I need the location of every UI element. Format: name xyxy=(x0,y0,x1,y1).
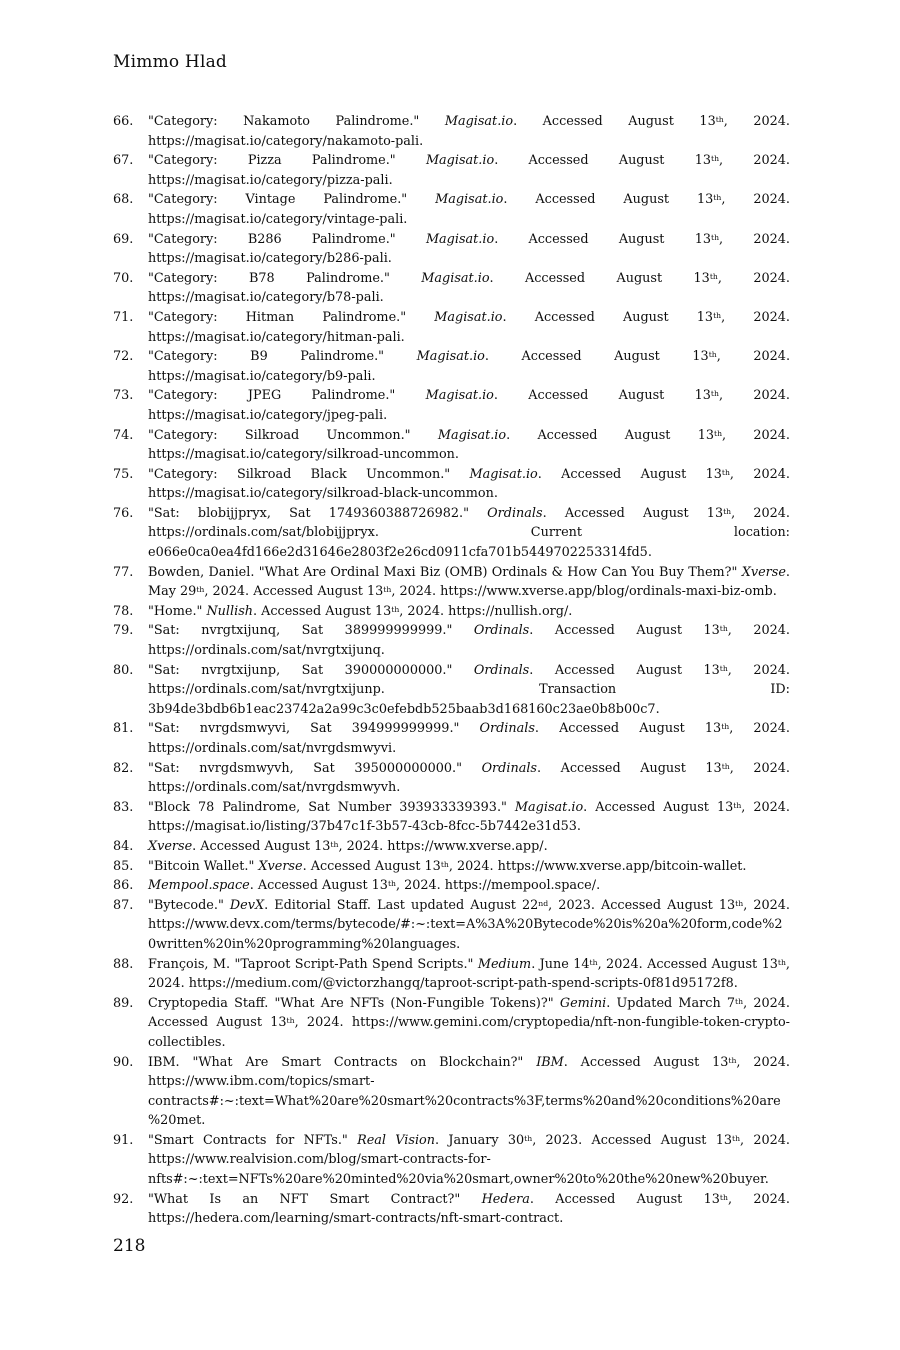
reference-number: 74. xyxy=(113,427,134,443)
reference-item-89 xyxy=(113,994,790,1053)
reference-text: "Category: Pizza Palindrome." Magisat.io. Accessed August 13th, 2024. https://magisat.io/category/pizza-pali. xyxy=(148,153,790,188)
reference-number: 86. xyxy=(113,878,134,894)
reference-text: Mempool.space. Accessed August 13th, 2024. https://mempool.space/. xyxy=(148,878,601,894)
reference-number: 88. xyxy=(113,956,134,972)
reference-text: "Sat: nvrgtxijunp, Sat 390000000000." Ordinals. Accessed August 13th, 2024. https://ordinals.com/sat/nvrgtxijunp. Transaction ID: 3b94de3bdb6b1eac23742a2a99c3c0efebdb525baab3d168160c23ae0b8b00c7. xyxy=(148,662,790,717)
reference-item-77 xyxy=(113,563,790,602)
reference-item-74 xyxy=(113,426,790,465)
reference-number: 72. xyxy=(113,349,134,365)
reference-item-72 xyxy=(113,347,790,386)
reference-number: 80. xyxy=(113,662,134,678)
reference-number: 73. xyxy=(113,388,134,404)
reference-text: Bowden, Daniel. "What Are Ordinal Maxi Biz (OMB) Ordinals & How Can You Buy Them?" Xverse. May 29th, 2024. Accessed August 13th, 2024. https://www.xverse.app/blog/ordinals-maxi-biz-omb. xyxy=(148,564,790,600)
reference-item-92 xyxy=(113,1190,790,1229)
reference-number: 78. xyxy=(113,603,134,619)
reference-text: "Sat: nvrgtxijunq, Sat 389999999999." Ordinals. Accessed August 13th, 2024. https://ordinals.com/sat/nvrgtxijunq. xyxy=(148,623,790,659)
reference-item-73 xyxy=(113,386,790,425)
reference-number: 87. xyxy=(113,897,134,913)
reference-text: "Category: Silkroad Black Uncommon." Magisat.io. Accessed August 13th, 2024. https://magisat.io/category/silkroad-black-uncommon. xyxy=(148,466,790,502)
reference-item-87 xyxy=(113,896,790,955)
reference-text: "Sat: nvrgdsmwyvh, Sat 395000000000." Ordinals. Accessed August 13th, 2024. https://ordinals.com/sat/nvrgdsmwyvh. xyxy=(148,760,790,796)
reference-text: "Category: Silkroad Uncommon." Magisat.io. Accessed August 13th, 2024. https://magisat.io/category/silkroad-uncommon. xyxy=(148,427,791,463)
reference-text: "Block 78 Palindrome, Sat Number 393933339393." Magisat.io. Accessed August 13th, 2024. https://magisat.io/listing/37b47c1f-3b57-43cb-8fcc-5b7442e31d53. xyxy=(148,799,790,835)
reference-item-82 xyxy=(113,759,790,798)
reference-item-76 xyxy=(113,504,790,563)
reference-item-86 xyxy=(113,876,790,896)
reference-number: 66. xyxy=(113,114,134,129)
reference-number: 90. xyxy=(113,1054,134,1070)
reference-item-75 xyxy=(113,465,790,504)
reference-number: 89. xyxy=(113,995,134,1011)
reference-text: "Category: Hitman Palindrome." Magisat.io. Accessed August 13th, 2024. https://magisat.io/category/hitman-pali. xyxy=(148,309,790,345)
reference-number: 79. xyxy=(113,623,134,639)
reference-number: 81. xyxy=(113,721,134,737)
reference-item-78 xyxy=(113,602,790,622)
reference-text: IBM. "What Are Smart Contracts on Blockchain?" IBM. Accessed August 13th, 2024. https://www.ibm.com/topics/smart-contracts#:~:text=What%20are%20smart%20contracts%3F,terms%20and%20conditions%20are%20met. xyxy=(148,1054,790,1129)
reference-number: 91. xyxy=(113,1132,134,1148)
reference-item-68 xyxy=(113,190,790,229)
reference-text: "Bitcoin Wallet." Xverse. Accessed August 13th, 2024. https://www.xverse.app/bitcoin-wallet. xyxy=(148,858,747,874)
reference-text: François, M. "Taproot Script-Path Spend Scripts." Medium. June 14th, 2024. Accessed August 13th, 2024. https://medium.com/@victorzhangq/taproot-script-path-spend-scripts-0f81d95172f8. xyxy=(148,956,790,992)
reference-item-88 xyxy=(113,955,790,994)
reference-text: "Category: B286 Palindrome." Magisat.io. Accessed August 13th, 2024. https://magisat.io/category/b286-pali. xyxy=(148,231,790,267)
reference-number: 67. xyxy=(113,153,134,169)
reference-item-70 xyxy=(113,269,790,308)
reference-number: 92. xyxy=(113,1191,134,1207)
reference-item-85 xyxy=(113,857,790,877)
reference-item-71 xyxy=(113,308,790,347)
reference-item-79 xyxy=(113,621,790,660)
running-header-author: Mimmo Hlad xyxy=(113,52,228,72)
reference-item-69 xyxy=(113,230,790,269)
reference-number: 71. xyxy=(113,309,134,325)
reference-number: 75. xyxy=(113,466,134,482)
reference-number: 69. xyxy=(113,231,134,247)
references-list xyxy=(113,112,790,1229)
reference-item-81 xyxy=(113,719,790,758)
reference-text: Xverse. Accessed August 13th, 2024. https://www.xverse.app/. xyxy=(148,838,548,854)
reference-item-84 xyxy=(113,837,790,857)
reference-text: "Sat: nvrgdsmwyvi, Sat 394999999999." Ordinals. Accessed August 13th, 2024. https://ordinals.com/sat/nvrgdsmwyvi. xyxy=(148,721,790,756)
reference-item-66 xyxy=(113,112,790,151)
reference-item-90 xyxy=(113,1053,790,1131)
reference-text: "Bytecode." DevX. Editorial Staff. Last updated August 22nd, 2023. Accessed August 13th, 2024. https://www.devx.com/terms/bytecode/#:~:text=A%3A%20Bytecode%20is%20a%20form,code%20written%20in%20programming%20languages. xyxy=(148,897,790,952)
reference-text: "Category: Nakamoto Palindrome." Magisat.io. Accessed August 13th, 2024. https://magisat.io/category/nakamoto-pali. xyxy=(148,114,790,149)
reference-text: Cryptopedia Staff. "What Are NFTs (Non-Fungible Tokens)?" Gemini. Updated March 7th, 2024. Accessed August 13th, 2024. https://www.gemini.com/cryptopedia/nft-non-fungible-token-crypto-collectibles. xyxy=(148,995,791,1050)
reference-item-80 xyxy=(113,661,790,720)
reference-number: 70. xyxy=(113,270,134,286)
reference-number: 85. xyxy=(113,858,134,874)
reference-number: 84. xyxy=(113,838,134,854)
reference-text: "What Is an NFT Smart Contract?" Hedera. Accessed August 13th, 2024. https://hedera.com/learning/smart-contracts/nft-smart-contract. xyxy=(148,1191,790,1227)
reference-text: "Category: B78 Palindrome." Magisat.io. Accessed August 13th, 2024. https://magisat.io/category/b78-pali. xyxy=(148,270,790,306)
reference-item-83 xyxy=(113,798,790,837)
reference-item-67 xyxy=(113,151,790,190)
reference-number: 76. xyxy=(113,505,134,521)
reference-number: 82. xyxy=(113,760,134,776)
reference-text: "Smart Contracts for NFTs." Real Vision. January 30th, 2023. Accessed August 13th, 2024. https://www.realvision.com/blog/smart-contracts-for-nfts#:~:text=NFTs%20are%20minted%20via%20smart,owner%20to%20the%20new%20buyer. xyxy=(148,1132,790,1188)
reference-item-91 xyxy=(113,1131,790,1190)
reference-text: "Home." Nullish. Accessed August 13th, 2024. https://nullish.org/. xyxy=(148,603,573,619)
reference-number: 77. xyxy=(113,564,134,580)
reference-text: "Sat: blobijjpryx, Sat 1749360388726982." Ordinals. Accessed August 13th, 2024. https://ordinals.com/sat/blobijjpryx. Current location: e066e0ca0ea4fd166e2d31646e2803f2e26cd0911cfa701b5449702253314fd5. xyxy=(148,505,790,561)
reference-number: 68. xyxy=(113,192,134,208)
reference-text: "Category: B9 Palindrome." Magisat.io. Accessed August 13th, 2024. https://magisat.io/category/b9-pali. xyxy=(148,349,791,384)
reference-number: 83. xyxy=(113,799,134,815)
page-number: 218 xyxy=(113,1236,146,1256)
reference-text: "Category: JPEG Palindrome." Magisat.io. Accessed August 13th, 2024. https://magisat.io/category/jpeg-pali. xyxy=(148,388,790,423)
reference-text: "Category: Vintage Palindrome." Magisat.io. Accessed August 13th, 2024. https://magisat.io/category/vintage-pali. xyxy=(148,192,790,227)
